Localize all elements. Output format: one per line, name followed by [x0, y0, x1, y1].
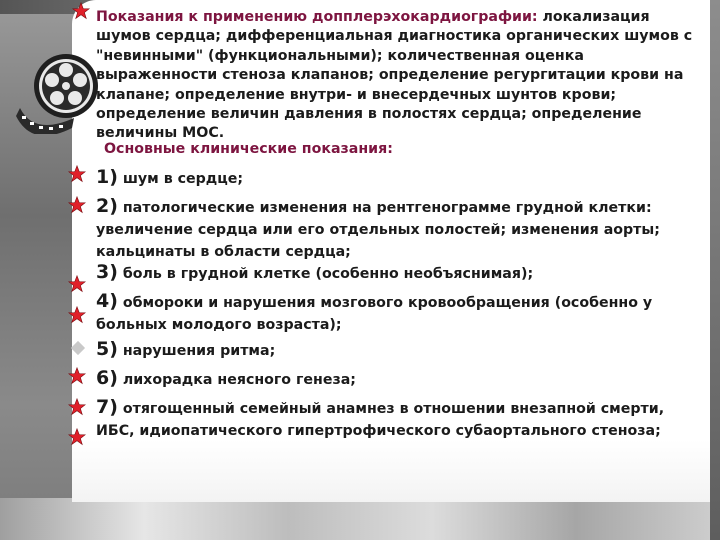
item-number: 2)	[96, 195, 118, 217]
item-text: шум в сердце;	[117, 171, 244, 187]
star-bullet-icon	[68, 367, 86, 385]
star-bullet-icon	[68, 196, 86, 214]
intro-paragraph	[96, 8, 706, 144]
item-text: отягощенный семейный анамнез в отношении внезапной смерти, ИБС, идиопатического гипертрофического субаортального стеноза;	[96, 401, 665, 439]
intro-body: локализация шумов сердца; дифференциальная диагностика органических шумов с "невинными" (функциональными); количественная оценка выраженности стеноза клапанов; определение регургитации крови на клапане; определение внутри- и внесердечных шунтов крови; определение величин давления в полостях сердца; определение величины МОС.	[96, 9, 693, 142]
star-bullet-icon	[72, 2, 90, 20]
item-number: 1)	[96, 166, 118, 188]
item-text: нарушения ритма;	[117, 343, 276, 359]
star-bullet-icon	[68, 165, 86, 183]
list-item	[96, 261, 706, 285]
star-bullet-icon	[68, 275, 86, 293]
background-bottom-band	[0, 498, 720, 540]
list-item	[96, 396, 706, 442]
item-number: 4)	[96, 290, 118, 312]
item-number: 7)	[96, 396, 118, 418]
intro-lead: Показания к применению допплерэхокардиографии:	[96, 9, 538, 25]
content-panel-fade	[72, 440, 710, 502]
star-bullet-icon	[68, 428, 86, 446]
star-bullet-icon	[68, 398, 86, 416]
item-text: боль в грудной клетке (особенно необъяснимая);	[117, 266, 534, 282]
item-text: патологические изменения на рентгенограмме грудной клетки: увеличение сердца или его отдельных полостей; изменения аорты; кальцинаты в области сердца;	[96, 200, 660, 260]
list-item	[96, 195, 706, 263]
list-item	[96, 166, 706, 190]
list-item	[96, 290, 706, 336]
list-item	[96, 338, 706, 362]
item-number: 3)	[96, 261, 118, 283]
item-number: 6)	[96, 367, 118, 389]
background-right-strip	[710, 0, 720, 540]
item-number: 5)	[96, 338, 118, 360]
star-bullet-icon	[68, 306, 86, 324]
list-item	[96, 367, 706, 391]
film-reel-icon	[14, 48, 106, 134]
item-text: обмороки и нарушения мозгового кровообращения (особенно у больных молодого возраста);	[96, 295, 653, 333]
section-heading: Основные клинические показания:	[104, 141, 393, 157]
item-text: лихорадка неясного генеза;	[117, 372, 356, 388]
